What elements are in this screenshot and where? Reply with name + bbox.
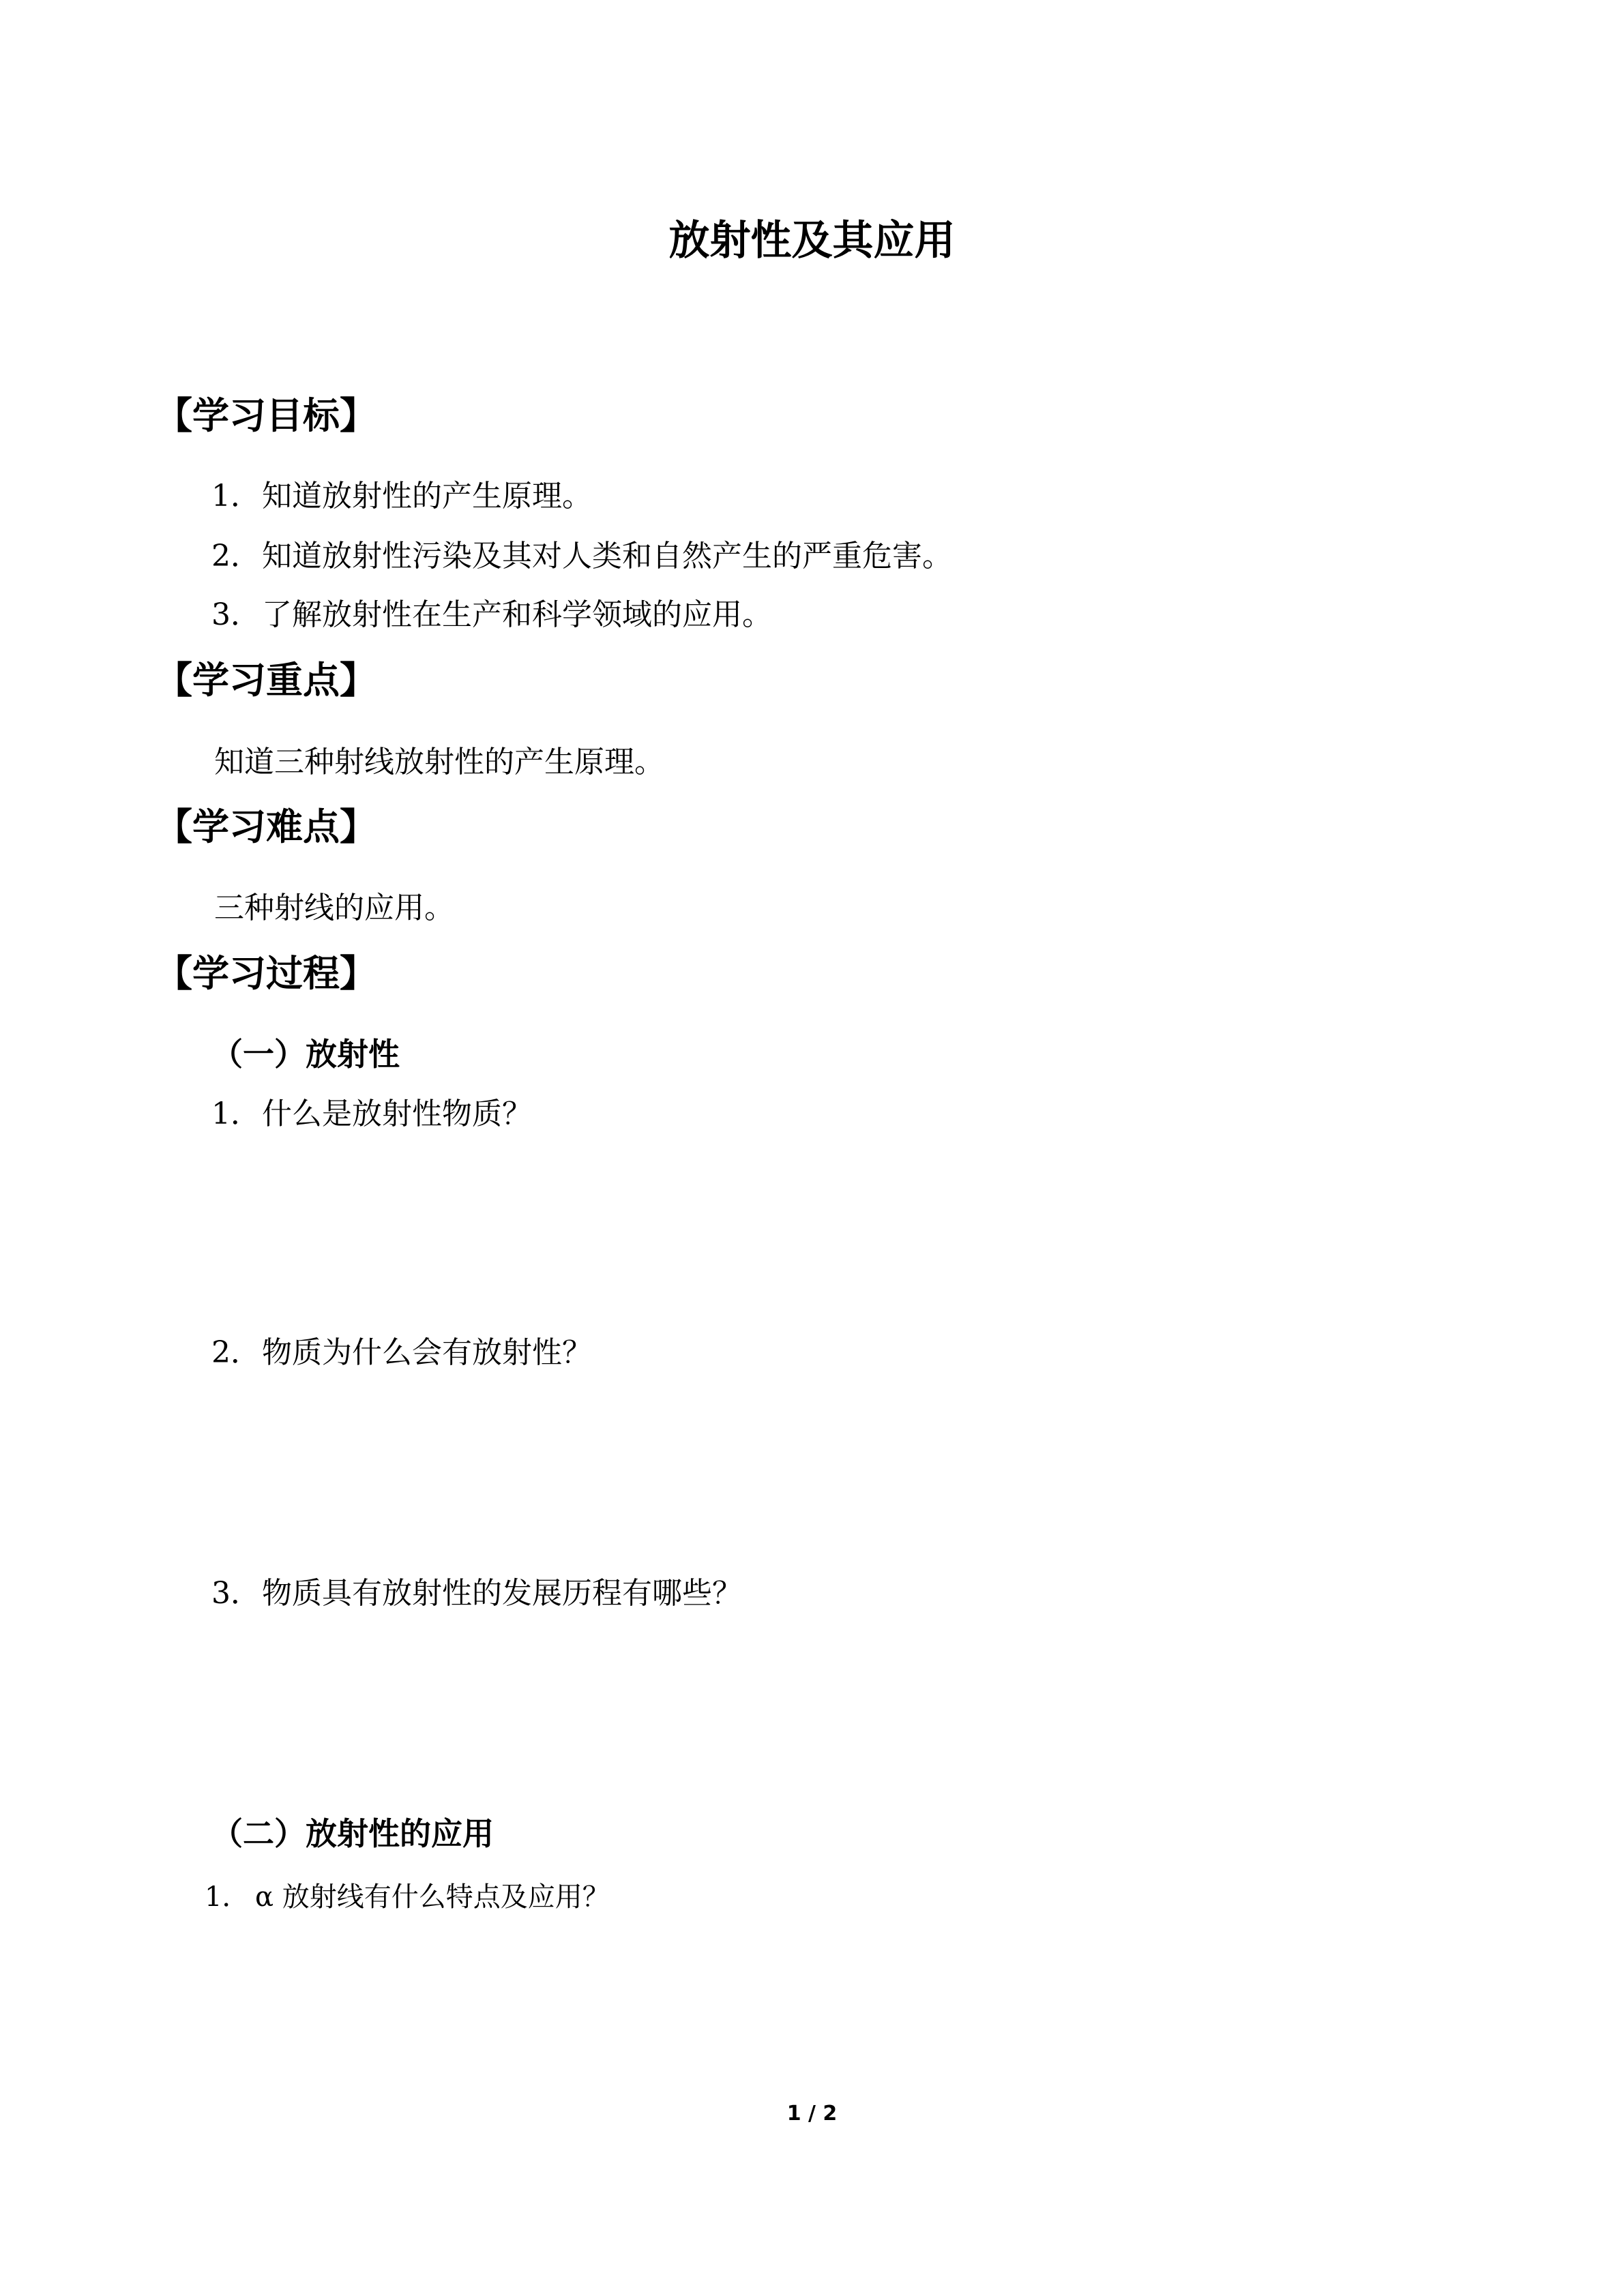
question-text: 什么是放射性物质？ (262, 1097, 532, 1131)
section-title: （二）放射性的应用 (211, 1815, 494, 1852)
difficulties-text: 三种射线的应用。 (214, 891, 454, 925)
objective-text: 知道放射性污染及其对人类和自然产生的严重危害。 (262, 539, 952, 573)
question-text: 物质为什么会有放射性？ (262, 1335, 592, 1370)
question-item (211, 1335, 592, 1370)
question-number: 2． (211, 1335, 261, 1370)
question-item (211, 1576, 742, 1611)
question-text: 物质具有放射性的发展历程有哪些？ (262, 1576, 742, 1611)
question-number: 1． (205, 1881, 250, 1913)
process-heading: 【学习过程】 (156, 951, 377, 995)
objective-text: 知道放射性的产生原理。 (262, 479, 592, 513)
objective-number: 2． (211, 539, 261, 573)
question-number: 1． (211, 1097, 261, 1131)
question-item (211, 1099, 532, 1129)
key-points-heading: 【学习重点】 (156, 658, 377, 702)
question-text: α 放射线有什么特点及应用？ (255, 1881, 610, 1913)
key-points-text: 知道三种射线放射性的产生原理。 (214, 745, 664, 779)
objective-item (211, 481, 592, 511)
objective-item (211, 541, 952, 571)
objective-number: 3． (211, 597, 261, 632)
objective-number: 1． (211, 479, 261, 513)
section-title: （一）放射性 (211, 1036, 400, 1073)
document-title: 放射性及其应用 (668, 217, 956, 265)
question-number: 3． (211, 1576, 261, 1611)
objectives-heading: 【学习目标】 (156, 393, 377, 437)
objective-item (211, 597, 772, 632)
question-item (205, 1883, 610, 1911)
page-number: 1 / 2 (786, 2102, 838, 2126)
objective-text: 了解放射性在生产和科学领域的应用。 (262, 597, 772, 632)
difficulties-heading: 【学习难点】 (156, 805, 377, 848)
